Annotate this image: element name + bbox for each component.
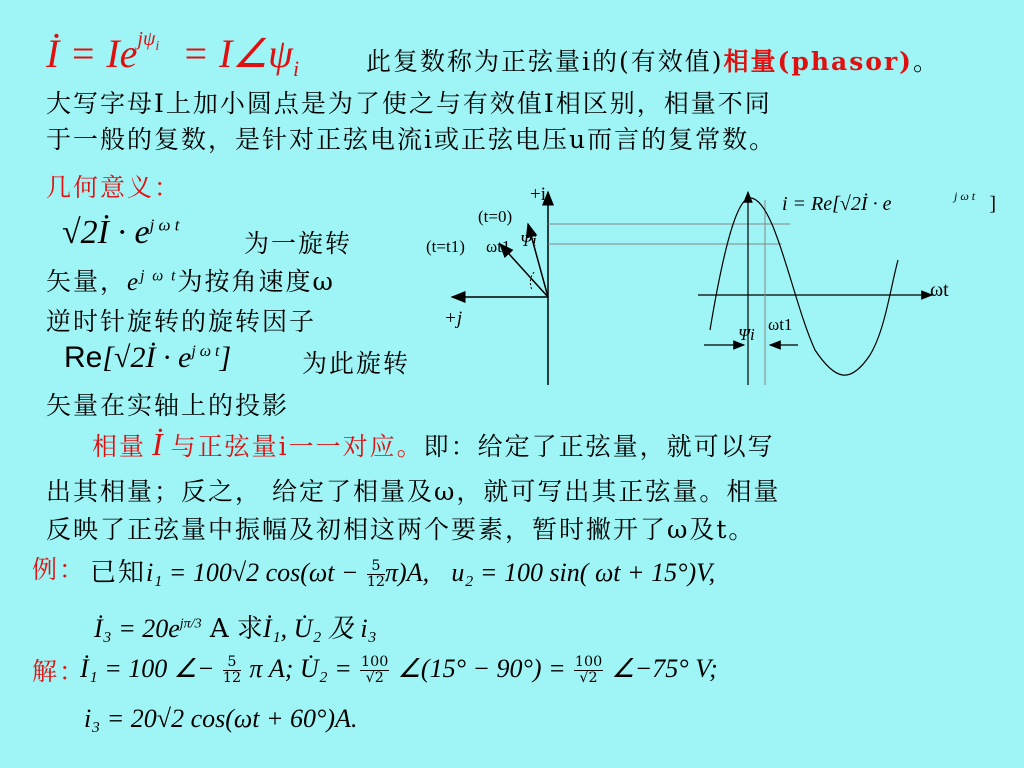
omega-t-label: ωt [930, 279, 949, 301]
i1-end: π)A, [385, 558, 430, 587]
plus-i-label: +i [530, 184, 546, 205]
sol-frac3-num: 100 [574, 654, 603, 671]
t0-label: (t=0) [478, 207, 513, 226]
exponent-subscript: i [155, 38, 160, 54]
solution-line-1 [80, 654, 718, 685]
correspondence-cont: 即：给定了正弦量，就可以写 [423, 432, 775, 461]
psi-i-lower-label: Ψi [738, 325, 755, 344]
desc-end: 。 [912, 47, 940, 76]
u2-expression: u₂ = 100 sin( ωt + 15°)V, [451, 558, 716, 587]
rotating-line2c: 为按角速度ω [177, 267, 335, 296]
sol-frac1-num: 5 [223, 655, 241, 670]
sine-formula: i = Re[√2İ · e [782, 193, 892, 215]
phasor-symbol: İ [152, 426, 165, 462]
i1-frac-den: 12 [366, 573, 386, 590]
rotating-factor: e [127, 269, 141, 296]
sol-frac3-den: √2 [579, 669, 598, 686]
phasor-term: 相量(phasor) [723, 47, 913, 76]
correspondence-line-1 [92, 426, 775, 463]
given-word: 已知 [90, 558, 147, 588]
sine-formula-end: ] [989, 193, 996, 215]
sol-frac2-den: √2 [365, 669, 384, 686]
desc-text: 此复数称为正弦量i的(有效值) [366, 47, 724, 76]
re-bracket: ] [219, 341, 232, 374]
i3-exp: jπ/3 [179, 616, 202, 632]
rotating-factor-exp: j ω t [140, 267, 178, 285]
u2-result: ∠−75° V; [611, 654, 718, 683]
geometry-heading: 几何意义： [46, 173, 182, 202]
phasor-description [366, 42, 940, 78]
i1-expression: i₁ = 100√2 cos(ωt − [146, 558, 359, 587]
find-word: A 求 [209, 614, 263, 644]
i1-frac-num: 5 [367, 559, 385, 574]
rotating-exp: j ω t [149, 215, 180, 235]
u2-angle: ∠(15° − 90°) = [397, 654, 566, 683]
re-exp: j ω t [191, 343, 220, 360]
one-to-one-text: 与正弦量i一一对应。 [170, 432, 424, 461]
omega-t1-label: ωt1 [486, 237, 511, 256]
sol-frac1-den: 12 [222, 669, 242, 686]
i1-phasor: İ₁ = 100 ∠− [80, 654, 215, 683]
intro-line-2: 大写字母I上加小圆点是为了使之与有效值I相区别，相量不同 [46, 89, 772, 118]
intro-line-3: 于一般的复数，是针对正弦电流i或正弦电压u而言的复常数。 [46, 125, 777, 154]
u2-phasor-label: π A; U̇₂ = [249, 654, 352, 683]
t1-label: (t=t1) [426, 237, 465, 256]
polar-subscript: i [293, 56, 300, 81]
correspondence-line-3: 反映了正弦量中振幅及初相这两个要素，暂时撇开了ω及t。 [46, 515, 756, 544]
i3-given: İ₃ = 20e [94, 614, 180, 643]
phasor-definition-lhs: İ = Ie [46, 31, 138, 76]
omega-t1-right-label: ωt1 [768, 315, 793, 334]
example-label: 例： [32, 555, 87, 584]
plus-j-label: +j [444, 308, 463, 329]
phasor-definition-formula [46, 27, 300, 82]
solution-line-2: i₃ = 20√2 cos(ωt + 60°)A. [84, 704, 358, 733]
sol-frac-1 [223, 655, 241, 685]
sine-formula-exp: j ω t [954, 189, 976, 203]
phasor-word: 相量 [92, 432, 147, 461]
rotating-formula: √2İ · e [62, 214, 150, 251]
rotating-label-1: 为一旋转 [244, 229, 353, 258]
re-operator: Re [64, 341, 103, 374]
find-targets: İ₁, U̇₂ 及 i₃ [262, 614, 377, 643]
rotating-vector-formula [62, 212, 180, 252]
rotating-line-3: 逆时针旋转的旋转因子 [46, 307, 317, 336]
re-argument: [√2İ · e [102, 341, 192, 374]
sol-frac2-num: 100 [361, 654, 389, 671]
rotating-line-2 [46, 262, 335, 298]
psi-i-label: Ψi [520, 231, 537, 250]
phasor-diagram [420, 180, 1000, 390]
real-axis-projection-formula [64, 340, 231, 375]
example-find [94, 608, 377, 645]
projection-label: 为此旋转 [302, 349, 411, 378]
exponent: jψ [137, 27, 156, 50]
example-given [90, 552, 715, 589]
phasor-polar-form: = I∠ψ [181, 31, 293, 76]
sol-frac-3 [574, 655, 603, 685]
solution-label: 解： [32, 657, 87, 686]
sol-frac-2 [360, 655, 389, 685]
rotating-line2a: 矢量， [46, 267, 128, 296]
i1-fraction [367, 559, 385, 589]
correspondence-line-2: 出其相量；反之， 给定了相量及ω，就可写出其正弦量。相量 [46, 477, 781, 506]
sine-curve [710, 198, 898, 375]
rotating-line-5: 矢量在实轴上的投影 [46, 391, 290, 420]
